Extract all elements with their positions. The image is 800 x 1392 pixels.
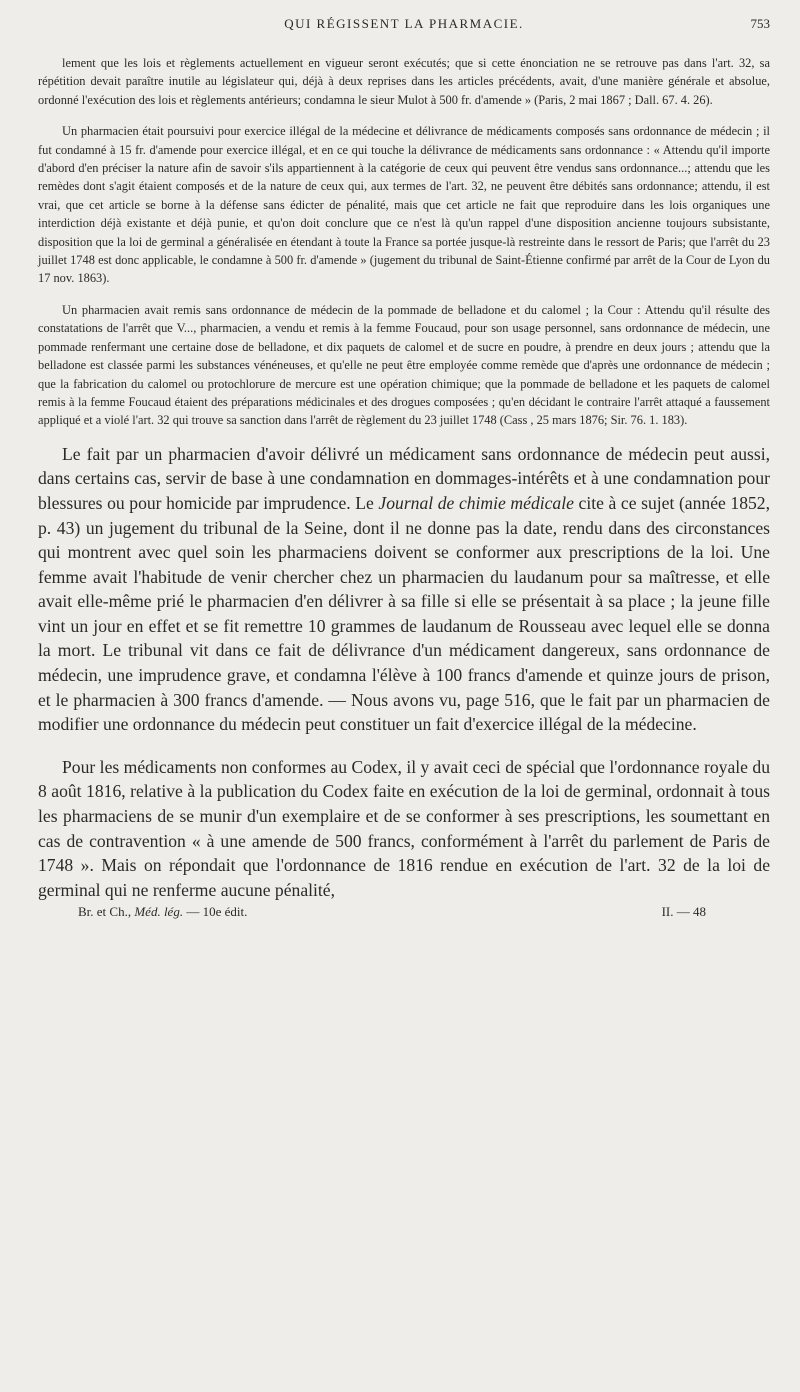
page-footer <box>38 904 770 924</box>
paragraph-4 <box>38 442 770 737</box>
paragraph-5: Pour les médicaments non conformes au Codex, il y avait ceci de spécial que l'ordonnance royale du 8 août 1816, relative à la publication du Codex faite en exécution de la loi de germinal, ordonnait à tous les pharmaciens de se munir d'un exemplaire et de se conformer à ses prescriptions, les soumettant en cas de contravention « à une amende de 500 francs, conformément à l'arrêt du parlement de Paris de 1748 ». Mais on répondait que l'ordonnance de 1816 rendue en exécution de l'art. 32 de la loi de germinal qui ne renferme aucune pénalité, <box>38 756 770 900</box>
paragraph-2: Un pharmacien était poursuivi pour exercice illégal de la médecine et délivrance de médicaments composés sans ordonnance de médecin ; il fut condamné à 15 fr. d'amende pour exercice illégal, et en ce qui touche la délivrance de médicaments sans ordonnance : « Attendu qu'il importe d'abord d'en préciser la nature afin de savoir s'ils appartiennent à la catégorie de ceux qui peuvent être vendus sans ordonnance...; attendu que les remèdes dont s'agit étaient composés et de la nature de ceux qui, aux termes de l'art. 32, ne peuvent être débités sans ordonnance; attendu, il est vrai, que cet article se borne à la défense sans édicter de pénalité, mais que cet article ne fait que reproduire dans les lois organiques une interdiction déjà existante et déjà punie, et qu'on doit conclure que ce n'est là qu'un rappel d'une disposition ancienne toujours subsistante, disposition que la loi de germinal a généralisée en étendant à toute la France sa portée jusque-là restreinte dans le ressort de Paris; que l'arrêt du 23 juillet 1748 est donc applicable, le condamne à 500 fr. d'amende » (jugement du tribunal de Saint-Étienne confirmé par arrêt de la Cour de Lyon du 17 nov. 1863). <box>38 124 770 286</box>
footer-citation <box>78 904 247 920</box>
footer-short-title: Méd. lég. <box>134 904 184 920</box>
footer-authors: Br. et Ch., <box>78 904 132 920</box>
paragraph-1: lement que les lois et règlements actuellement en vigueur seront exécutés; que si cette énonciation ne se retrouve pas dans l'art. 32, sa répétition devait paraître inutile au législateur qui, déjà à deux reprises dans les articles précédents, avait, d'une manière générale et absolue, ordonné l'exécution des lois et règlements antérieurs; condamna le sieur Mulot à 500 fr. d'amende » (Paris, 2 mai 1867 ; Dall. 67. 4. 26). <box>38 56 770 107</box>
paragraph-4-part-1: Le fait par un pharmacien d'avoir délivré un médicament sans ordonnance de médecin peut aussi, dans certains cas, servir de base à une condamnation en dommages-intérêts et à une condamnation pour blessures ou pour homicide par imprudence. Le <box>38 443 770 513</box>
footer-edition: — 10e édit. <box>186 904 248 920</box>
paragraph-4-part-2: cite à ce sujet (année 1852, p. 43) un jugement du tribunal de la Seine, dont il ne donne pas la date, rendu dans des circonstances qui montrent avec quel soin les pharmaciens doivent se conformer aux prescriptions de la loi. Une femme avait l'habitude de venir chercher chez un pharmacien du laudanum pour sa maîtresse, et elle avait elle-même prié le pharmacien d'en délivrer à sa fille si elle se présentait à sa place ; la jeune fille vint un jour en effet et se fit remettre 10 grammes de laudanum de Rousseau avec lequel elle se donna la mort. Le tribunal vit dans ce fait de délivrance d'un médicament dangereux, sans ordonnance de médecin, une imprudence grave, et condamna l'élève à 100 francs d'amende et quinze jours de prison, et le pharmacien à 300 francs d'amende. — Nous avons vu, page 516, que le fait par un pharmacien de modifier une ordonnance du médecin peut constituer un fait d'exercice illégal de la médecine. <box>38 492 770 735</box>
body-text <box>38 54 770 902</box>
page-header <box>38 14 770 54</box>
footer-signature: II. — 48 <box>661 904 706 920</box>
page-number: 753 <box>750 16 770 31</box>
paragraph-3: Un pharmacien avait remis sans ordonnance de médecin de la pommade de belladone et du calomel ; la Cour : Attendu qu'il résulte des constatations de l'arrêt que V..., pharmacien, a vendu et remis à la femme Foucaud, pour son usage personnel, sans ordonnance de médecin, une pommade renfermant une certaine dose de belladone, et dix paquets de calomel et de sucre en poudre, à prendre en deux jours ; attendu que la belladone est classée parmi les substances vénéneuses, et qu'elle ne peut être employée comme remède que d'après une ordonnance de médecin ; que la fabrication du calomel ou protochlorure de mercure est une opération chimique; que la pommade de belladone et les paquets de calomel remis à la femme Foucaud étaient des préparations médicinales et des drogues composées ; qu'en décidant le contraire l'arrêt attaqué a faussement appliqué et a violé l'art. 32 qui trouve sa sanction dans l'arrêt de règlement du 23 juillet 1748 (Cass , 25 mars 1876; Sir. 76. 1. 183). <box>38 302 770 428</box>
running-title: QUI RÉGISSENT LA PHARMACIE. <box>284 16 524 31</box>
journal-title: Journal de chimie médicale <box>378 492 574 513</box>
